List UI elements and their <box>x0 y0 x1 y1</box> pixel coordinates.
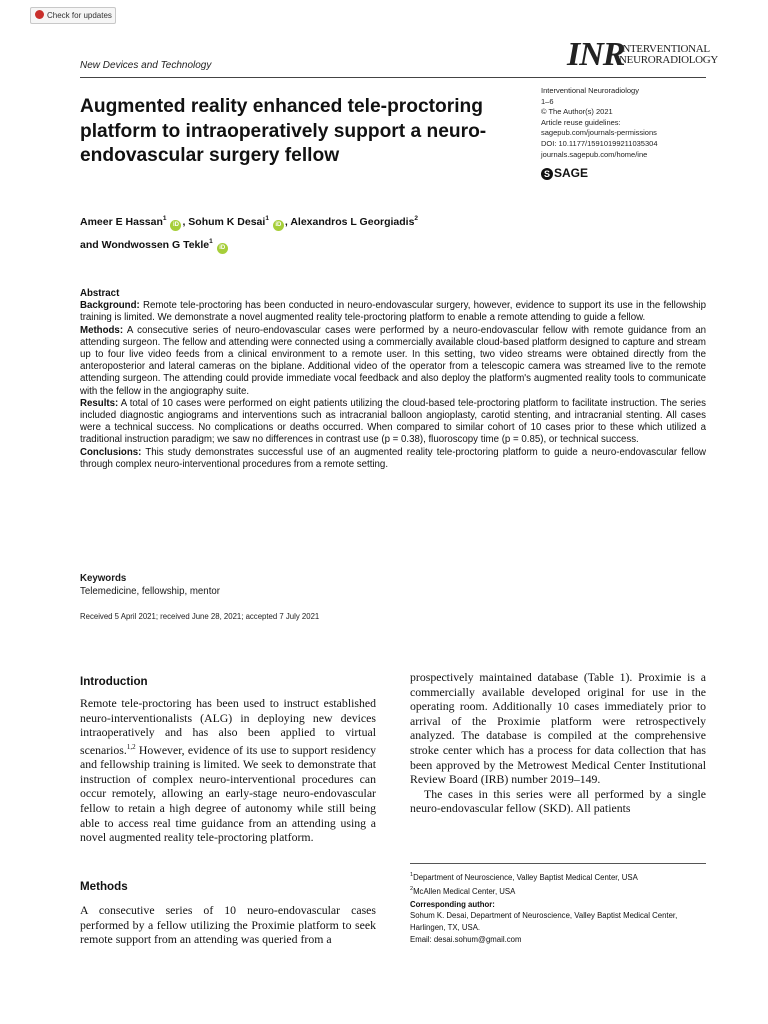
affil-text: McAllen Medical Center, USA <box>413 886 516 896</box>
abstract-conclusions: This study demonstrates successful use of an augmented reality tele-proctoring platform to guide a neuro-endovascular fellow through complex neuro-interventional procedures from a remote setting. <box>80 446 706 470</box>
orcid-icon[interactable]: iD <box>273 220 284 231</box>
article-metadata <box>541 86 711 160</box>
affil-text: Department of Neuroscience, Valley Baptist Medical Center, USA <box>413 873 638 882</box>
author-conjunction: and <box>80 239 99 251</box>
affil-num: 1 <box>410 872 414 878</box>
meta-reuse: Article reuse guidelines: <box>541 117 621 127</box>
right-paragraph-2: The cases in this series were all performed by a single neuro-endovascular fellow (SKD). All patients <box>410 786 706 816</box>
corresponding-label: Corresponding author: <box>410 899 495 909</box>
meta-copyright: © The Author(s) 2021 <box>541 107 613 117</box>
author-affil: 1 <box>162 215 167 222</box>
intro-heading: Introduction <box>80 675 148 688</box>
publisher-name: SAGE <box>554 166 589 180</box>
corresponding-author: Sohum K. Desai, Department of Neuroscience, Valley Baptist Medical Center, Harlingen, TX, USA. <box>410 911 678 933</box>
intro-paragraph <box>80 696 376 845</box>
right-paragraph-1: prospectively maintained database (Table 1). Proximie is a commercially available developed original for use in the operating room. Additionally 10 cases immediately prior to arrival of the Proximie platform were retrospectively analyzed. The database is compiled at the comprehensive stroke center which has a process for data collection that has been approved by the Metrowest Medical Center Institutional Review Board (IRB) number 2019–149. <box>410 670 706 787</box>
journal-logo <box>567 36 719 73</box>
author-affil: 1 <box>265 215 269 222</box>
author-affil: 2 <box>414 215 419 222</box>
intro-text: Remote tele-proctoring has been used to instruct established neuro-interventionalists (ALG) in deploying new devices intraoperatively and has also been applied to virtual scenarios. <box>80 696 376 757</box>
methods-paragraph: A consecutive series of 10 neuro-endovascular cases performed by a fellow utilizing the Proximie platform to seek remote support from an attending was queried from a <box>80 903 376 947</box>
citation-ref[interactable]: 1,2 <box>126 742 136 751</box>
journal-logo-line1: INTERVENTIONAL <box>619 43 710 55</box>
right-column-text <box>410 670 706 816</box>
check-for-updates-button[interactable] <box>30 7 116 24</box>
footnotes <box>410 870 710 946</box>
header-divider <box>80 77 706 78</box>
affil-num: 2 <box>410 885 414 892</box>
author-affil: 1 <box>209 238 213 245</box>
author-list: Ameer E Hassan$^1$ iD , Sohum K Desai$^1$ iD , Alexandros L Georgiadis$^2$ and Wondwossen G Tekle$^1$ iD <box>80 209 550 255</box>
keywords <box>80 572 706 598</box>
update-icon <box>35 10 44 19</box>
affiliation-2 <box>410 884 710 898</box>
sage-icon: S <box>541 168 553 180</box>
author-name: Alexandros L Georgiadis <box>290 216 415 228</box>
methods-heading: Methods <box>80 880 128 893</box>
publisher-logo <box>541 166 588 180</box>
abstract-background: Remote tele-proctoring has been conducted in neuro-endovascular surgery, however, evidence to support its use in the fellowship training is limited. We demonstrate a novel augmented reality tele-proctoring platform to enable a remote attending to guide a fellow. <box>80 300 706 324</box>
abstract-background-label: Background: <box>80 300 140 312</box>
article-title: Augmented reality enhanced tele-proctoring platform to intraoperatively support a neuro-endovascular surgery fellow <box>80 96 487 166</box>
orcid-icon[interactable]: iD <box>170 220 181 231</box>
section-label: New Devices and Technology <box>80 60 212 71</box>
keywords-text: Telemedicine, fellowship, mentor <box>80 586 220 597</box>
meta-permissions-link[interactable]: sagepub.com/journals-permissions <box>541 128 657 138</box>
meta-doi[interactable]: DOI: 10.1177/15910199211035304 <box>541 138 658 148</box>
abstract-methods-label: Methods: <box>80 324 124 336</box>
check-updates-label: Check for updates <box>47 11 112 20</box>
abstract-heading: Abstract <box>80 288 120 299</box>
meta-pages: 1–6 <box>541 96 554 106</box>
received-dates: Received 5 April 2021; received June 28, 2021; accepted 7 July 2021 <box>80 612 320 621</box>
meta-journal: Interventional Neuroradiology <box>541 86 639 95</box>
abstract-results: A total of 10 cases were performed on eight patients utilizing the cloud-based tele-proctoring platform to facilitate instruction. The series included diagnostic angiograms and interventions such as intracranial balloon angioplasty, carotid stenting, and intracranial stenting. All cases were a technical success. No complications or deaths occurred. When compared to similar cohort of 10 cases prior to these which utilized a traditional instruction paradigm; we saw no differences in contrast use (p = 0.38), fluoroscopy time (p = 0.85), or technical success. <box>80 397 706 446</box>
journal-logo-abbr: INR <box>567 36 625 73</box>
author-name: Wondwossen G Tekle <box>101 239 210 251</box>
author-name: Sohum K Desai <box>188 216 266 228</box>
journal-logo-text <box>619 44 718 66</box>
corresponding-email[interactable]: Email: desai.sohum@gmail.com <box>410 934 522 944</box>
abstract-conclusions-label: Conclusions: <box>80 446 142 458</box>
journal-logo-line2: NEURORADIOLOGY <box>619 54 719 66</box>
keywords-heading: Keywords <box>80 573 127 584</box>
author-name: Ameer E Hassan <box>80 216 163 228</box>
orcid-icon[interactable]: iD <box>217 243 228 254</box>
footnote-divider <box>410 863 706 864</box>
abstract <box>80 288 706 471</box>
affiliation-1 <box>410 870 710 884</box>
abstract-methods: A consecutive series of neuro-endovascular cases were performed by a neuro-endovascular fellow with remote guidance from an attending surgeon. The fellow and attending were connected using a commercially available cloud-based platform designed to capture and stream up to four live video feeds from a clinical environment to a remote user. In this setting, two video streams were obtained directly from the anteroposterior and lateral cameras on the biplane. Additional video of the operator from a telescopic camera was streamed live to the remote attending surgeon. The attending could provide immediate vocal feedback and also deploy the platform's augmented reality tools to communicate with the fellow in the angiography suite. <box>80 324 706 397</box>
intro-text-cont: However, evidence of its use to support residency and fellowship training is limited. We seek to demonstrate that instruction of complex neuro-interventional procedures can occur remotely, allowing an early-stage neuro-endovascular fellow to retain a high degree of autonomy while still being able to access real time guidance from an attending using a novel augmented reality tele-proctoring platform. <box>80 742 376 845</box>
abstract-results-label: Results: <box>80 397 119 409</box>
meta-journal-link[interactable]: journals.sagepub.com/home/ine <box>541 149 648 159</box>
